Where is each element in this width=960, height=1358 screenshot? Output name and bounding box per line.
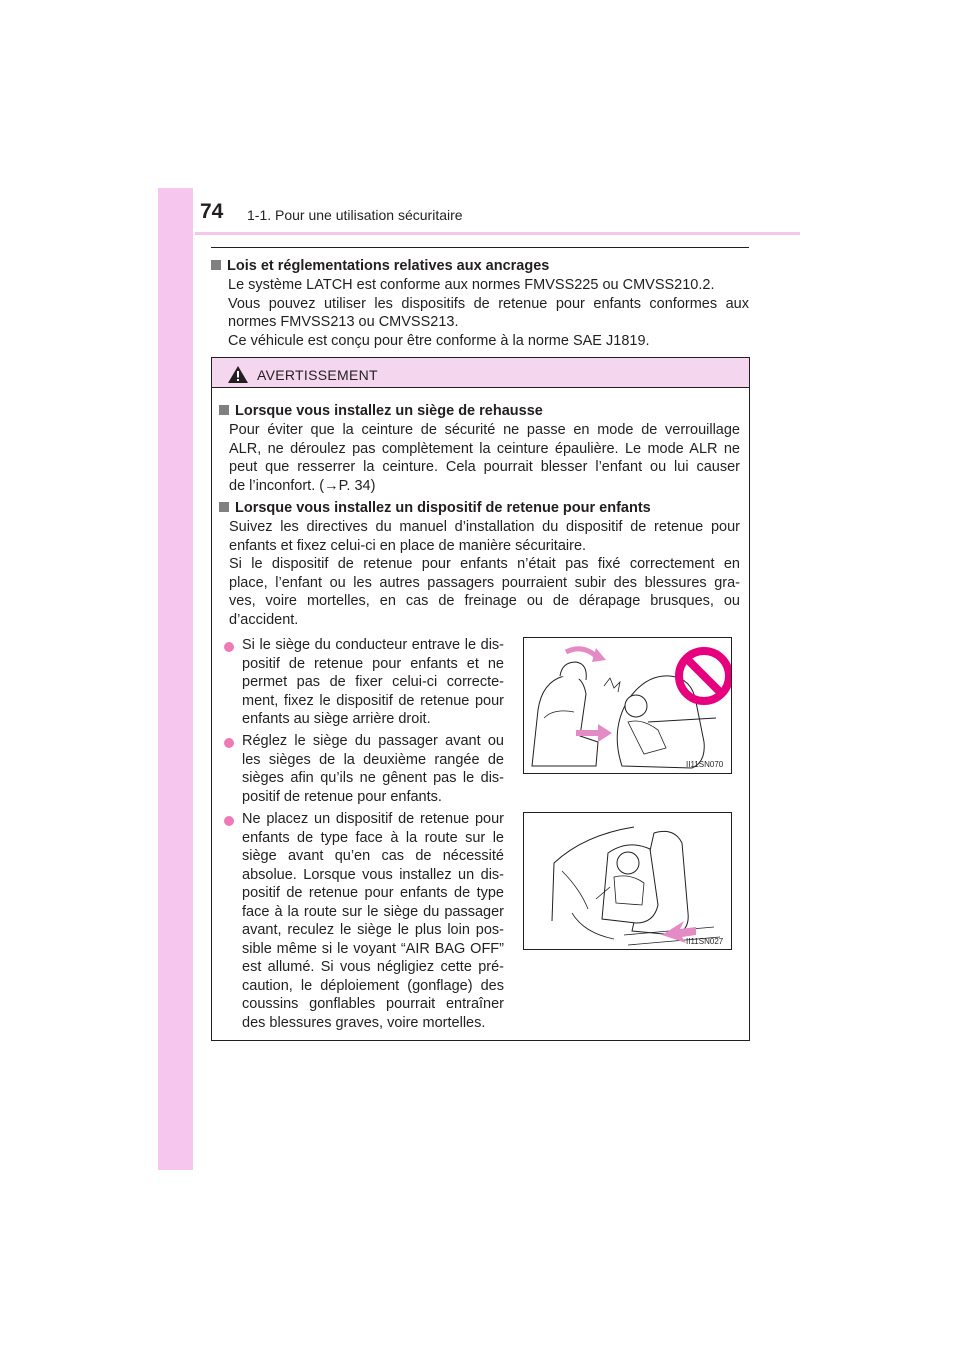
text-line: Si le siège du conducteur entrave le dis- — [242, 637, 504, 653]
text-line: sible même si le voyant “AIR BAG OFF” — [242, 940, 504, 957]
warning-heading-booster: Lorsque vous installez un siège de rehausse — [219, 403, 543, 419]
text-line: Suivez les directives du manuel d’installation du dispositif de retenue pour — [229, 519, 740, 535]
text-line: enfants et fixez celui-ci en place de manière sécuritaire. — [229, 537, 587, 554]
bullet-adjust-seat — [242, 732, 504, 806]
bullet-dot-icon — [224, 816, 234, 826]
text-line: Le système LATCH est conforme aux normes FMVSS225 ou CMVSS210.2. — [228, 277, 715, 293]
figure-front-passenger-seat — [523, 812, 732, 950]
figure-code: II11SN027 — [686, 937, 724, 946]
text-line: positif de retenue pour enfants. — [242, 788, 442, 805]
text-line: absolue. Lorsque vous installez un dis- — [242, 866, 504, 883]
text-line: place, l’enfant ou les autres passagers pourraient subir des blessures gra- — [229, 574, 740, 591]
bullet-dot-icon — [224, 738, 234, 748]
figure-driver-seat-interference — [523, 637, 732, 774]
text-line: permet pas de fixer celui-ci correcte- — [242, 674, 504, 690]
text-line: sièges afin qu’ils ne gênent pas le dis- — [242, 770, 504, 786]
square-bullet-icon — [219, 405, 229, 415]
text-line: enfants de type face à la route sur le — [242, 829, 504, 846]
square-bullet-icon — [211, 260, 221, 270]
text-line: ves, voire mortelles, en cas de freinage ou de dérapage brusques, ou — [229, 593, 740, 609]
text-line: Ce véhicule est conçu pour être conforme à la norme SAE J1819. — [228, 332, 650, 349]
text-line: Réglez le siège du passager avant ou — [242, 733, 504, 749]
text-line: les sièges de la deuxième rangée de — [242, 751, 504, 768]
page-number: 74 — [200, 200, 224, 223]
text-line: caution, le déploiement (gonflage) des — [242, 977, 504, 994]
text-line: ment, fixez le dispositif de retenue pour — [242, 692, 504, 709]
bullet-driver-seat — [242, 636, 504, 729]
text-line: coussins gonflables pourrait entraîner — [242, 996, 504, 1012]
section-title: 1-1. Pour une utilisation sécuritaire — [247, 207, 463, 223]
text-line: positif de retenue pour enfants et ne — [242, 655, 504, 672]
text-line: face à la route sur le siège du passager — [242, 903, 504, 920]
warning-header — [212, 358, 749, 388]
warning-text-booster — [229, 421, 740, 495]
warning-triangle-icon — [228, 366, 248, 383]
warning-heading-restraint: Lorsque vous installez un dispositif de retenue pour enfants — [219, 500, 651, 516]
seat-interference-illustration — [524, 638, 732, 774]
header-line — [195, 232, 800, 235]
text-line: d’accident. — [229, 611, 299, 628]
text-line: de l’inconfort. (→P. 34) — [229, 477, 376, 494]
warning-title: AVERTISSEMENT — [257, 367, 378, 383]
text-line: des blessures graves, voire mortelles. — [242, 1014, 486, 1031]
warning-text-restraint — [229, 518, 740, 629]
bullet-forward-facing — [242, 810, 504, 1032]
text-line: Ne placez un dispositif de retenue pour — [242, 811, 504, 827]
text-line: Pour éviter que la ceinture de sécurité ne passe en mode de verrouillage — [229, 422, 740, 438]
text-line: peut que resserrer la ceinture. Cela pourrait blesser l’enfant ou lui causer — [229, 459, 740, 475]
text-line: positif de retenue pour enfants de type — [242, 885, 504, 901]
text-line: ALR, ne déroulez pas complètement la ceinture épaulière. Le mode ALR ne — [229, 440, 740, 457]
bullet-dot-icon — [224, 642, 234, 652]
text-line: Si le dispositif de retenue pour enfants n’était pas fixé correctement en — [229, 556, 740, 572]
text-line: est allumé. Si vous négligiez cette pré- — [242, 959, 504, 975]
side-tab-strip — [158, 188, 193, 1170]
square-bullet-icon — [219, 502, 229, 512]
intro-text — [228, 276, 749, 350]
top-rule — [211, 247, 749, 248]
front-seat-child-illustration — [524, 813, 732, 950]
text-line: avant, reculez le siège le plus loin pos- — [242, 922, 504, 938]
text-line: normes FMVSS213 ou CMVSS213. — [228, 314, 459, 330]
text-line: Vous pouvez utiliser les dispositifs de retenue pour enfants conformes aux — [228, 295, 749, 312]
text-line: enfants au siège arrière droit. — [242, 711, 431, 727]
text-line: siège avant qu’en cas de nécessité — [242, 848, 504, 864]
figure-code: II11SN070 — [686, 760, 724, 769]
intro-heading: Lois et réglementations relatives aux ancrages — [211, 258, 549, 274]
